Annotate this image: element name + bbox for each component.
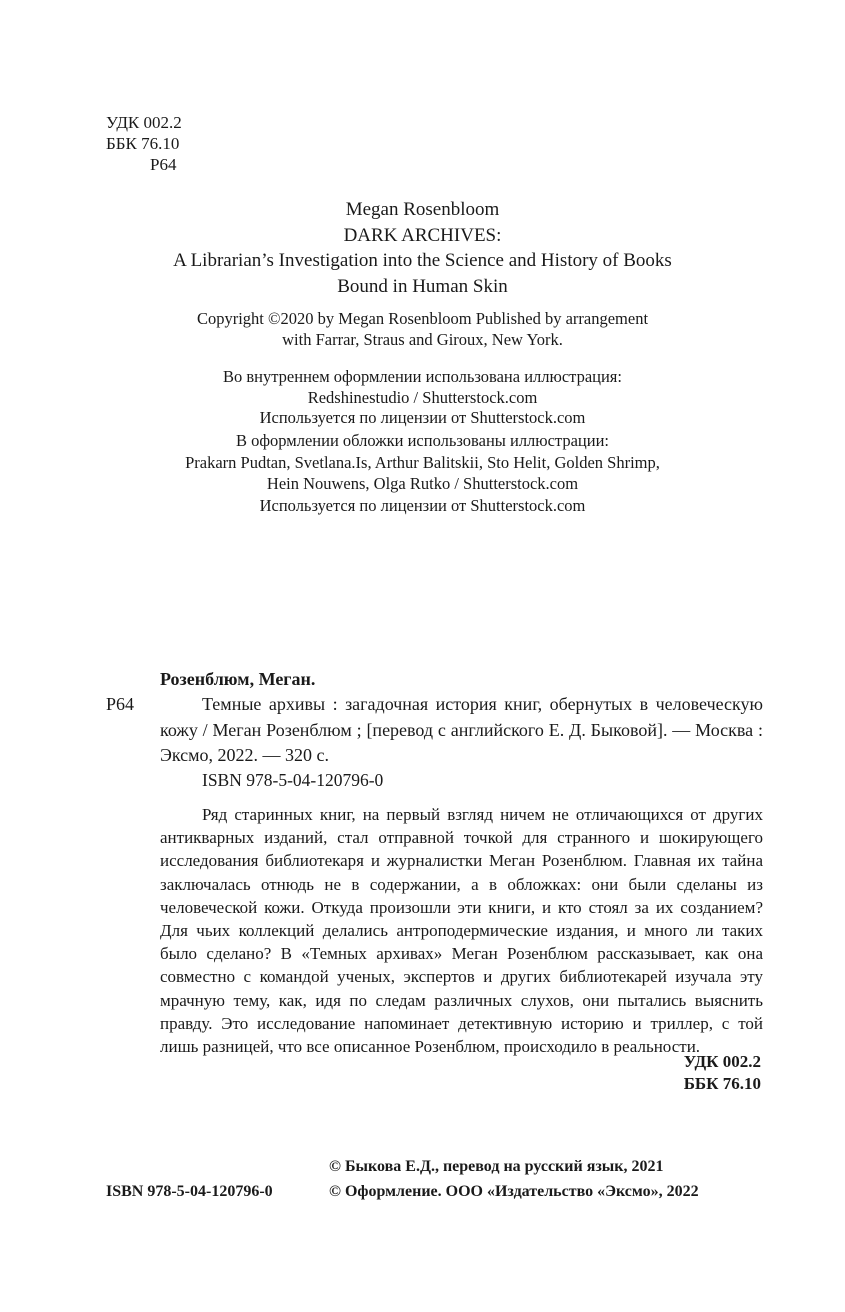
original-title: DARK ARCHIVES: bbox=[343, 224, 502, 246]
original-subtitle-line-1: A Librarian’s Investigation into the Science and History of Books bbox=[173, 250, 672, 271]
biblio-isbn: ISBN 978-5-04-120796-0 bbox=[202, 770, 384, 790]
copyright-line-1: Copyright ©2020 by Megan Rosenbloom Published by arrangement bbox=[196, 309, 649, 328]
biblio-author-heading: Розенблюм, Меган. bbox=[160, 669, 316, 689]
cover-credits-line-1: В оформлении обложки использованы иллюстрации: bbox=[235, 431, 609, 450]
bottom-udk-code: УДК 002.2 bbox=[683, 1052, 761, 1071]
interior-illustration-credits bbox=[0, 367, 845, 429]
design-copyright: © Оформление. ООО «Издательство «Эксмо», 2022 bbox=[329, 1183, 699, 1200]
biblio-description: Темные архивы : загадочная история книг, обернутых в человеческую кожу / Меган Розенблюм ; [перевод с английского Е. Д. Быковой]. — Москва : Эксмо, 2022. — 320 с. bbox=[160, 694, 763, 765]
bbk-code: ББК 76.10 bbox=[106, 134, 180, 153]
cover-credits-line-2: Prakarn Pudtan, Svetlana.Is, Arthur Balitskii, Sto Helit, Golden Shrimp, bbox=[185, 452, 660, 472]
copyright-line-2: with Farrar, Straus and Giroux, New York. bbox=[282, 330, 563, 349]
translation-copyright: © Быкова Е.Д., перевод на русский язык, 2021 bbox=[329, 1158, 664, 1175]
annotation-paragraph: Ряд старинных книг, на первый взгляд ничем не отличающихся от других антикварных изданий, стал отправной точкой для странного и шокирующего исследования библиотекаря и журналистки Меган Розенблюм. Главная их тайна заключалась отнюдь не в содержании, а в обложках: они были сделаны из человеческой кожи. Откуда произошли эти книги, и кто стоял за их созданием? Для чьих коллекций делались антроподермические издания, и много ли таких было сделано? В «Темных архивах» Меган Розенблюм рассказывает, как она совместно с командой ученых, экспертов и других библиотекарей изучала эту мрачную тему, как, идя по следам различных слухов, они пытались выяснить правду. Это исследование напоминает детективную историю и триллер, с той лишь разницей, что все описанное Розенблюм, происходило в реальности. bbox=[160, 805, 763, 1057]
original-subtitle-line-2: Bound in Human Skin bbox=[337, 275, 508, 297]
copyright-notice bbox=[0, 308, 845, 350]
biblio-class-code: Р64 bbox=[106, 694, 135, 714]
author-mark: Р64 bbox=[150, 155, 177, 174]
cover-credits-line-3: Hein Nouwens, Olga Rutko / Shutterstock.com bbox=[266, 474, 579, 493]
footer-isbn: ISBN 978-5-04-120796-0 bbox=[106, 1183, 273, 1200]
interior-credits-line-2: Redshinestudio / Shutterstock.com bbox=[307, 387, 538, 407]
original-author: Megan Rosenbloom bbox=[345, 199, 500, 220]
cover-illustration-credits bbox=[0, 430, 845, 516]
udk-code: УДК 002.2 bbox=[106, 113, 182, 132]
original-title-block bbox=[0, 197, 845, 299]
interior-credits-line-1: Во внутреннем оформлении использована иллюстрация: bbox=[223, 367, 622, 386]
interior-credits-line-3: Используется по лицензии от Shutterstock.com bbox=[259, 408, 586, 427]
bottom-bbk-code: ББК 76.10 bbox=[683, 1074, 761, 1093]
classification-codes bbox=[106, 112, 182, 175]
cover-credits-line-4: Используется по лицензии от Shutterstock.com bbox=[259, 495, 586, 515]
bottom-classification-codes bbox=[684, 1051, 761, 1095]
